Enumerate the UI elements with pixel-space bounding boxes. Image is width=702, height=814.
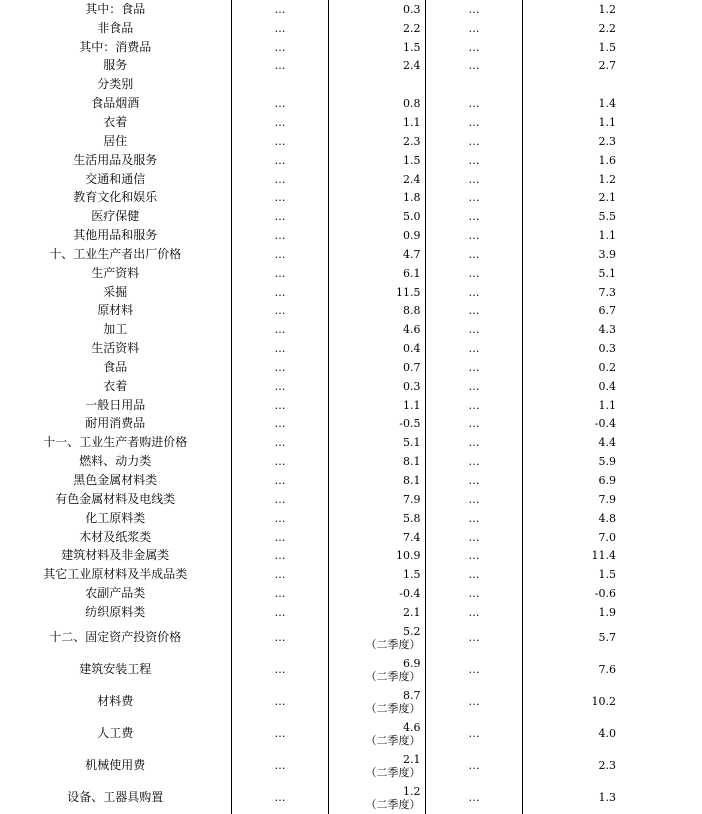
col-d-value: 7.0 [522,528,702,547]
col-b-number: 8.7 [403,688,421,702]
col-c-value: … [425,207,522,226]
row-label: 医疗保健 [91,209,140,224]
table-row [0,38,702,57]
col-b-value: 5.0 [328,207,425,226]
row-label: 农副产品类 [85,586,146,601]
col-a-value: … [231,19,328,38]
col-d-value: 7.3 [522,283,702,302]
col-a-value: … [231,264,328,283]
col-b-value: 1.1 [328,396,425,415]
col-b-value: 4.6 [328,320,425,339]
table-row [0,358,702,377]
col-b-value: 2.1 [328,603,425,622]
col-d-value: 1.4 [522,94,702,113]
table-row [0,57,702,76]
row-label: 生活资料 [91,341,140,356]
col-d-value: 2.2 [522,19,702,38]
col-d-value: 7.6 [522,654,702,686]
col-b-quarter-note: （二季度） [365,669,421,683]
table-row [0,226,702,245]
table-row [0,490,702,509]
col-b-value: 0.3 [328,377,425,396]
col-a-value: … [231,654,328,686]
row-label: 居住 [103,133,128,148]
col-d-value: 5.7 [522,622,702,654]
row-label: 非食品 [97,20,134,35]
col-c-value: … [425,603,522,622]
row-label: 纺织原料类 [85,604,146,619]
col-d-value: 4.8 [522,509,702,528]
col-b-quarter-note: （二季度） [365,733,421,747]
col-c-value: … [425,38,522,57]
col-c-value: … [425,339,522,358]
col-d-value: 2.7 [522,57,702,76]
col-a-value: … [231,546,328,565]
col-a-value: … [231,528,328,547]
col-c-value: … [425,245,522,264]
col-a-value: … [231,750,328,782]
table-row [0,452,702,471]
row-label: 交通和通信 [85,171,146,186]
table-row [0,170,702,189]
row-label: 十二、固定资产投资价格 [49,630,182,645]
table-row [0,339,702,358]
col-a-value [231,75,328,94]
col-d-value: 1.1 [522,113,702,132]
col-d-value: 1.3 [522,782,702,814]
col-d-value: 0.4 [522,377,702,396]
table-row [0,471,702,490]
col-a-value: … [231,686,328,718]
col-d-value: 1.5 [522,38,702,57]
col-c-value: … [425,170,522,189]
col-b-value: 2.2 [328,19,425,38]
col-a-value: … [231,57,328,76]
table-row [0,433,702,452]
col-b-number: 6.9 [403,656,421,670]
row-label: 材料费 [97,694,134,709]
col-c-value: … [425,132,522,151]
col-a-value: … [231,509,328,528]
table-row [0,377,702,396]
col-d-value: -0.6 [522,584,702,603]
col-b-value [328,718,425,750]
row-label: 衣着 [103,114,128,129]
col-c-value: … [425,57,522,76]
col-c-value: … [425,396,522,415]
col-b-value: 0.8 [328,94,425,113]
col-b-number: 4.6 [403,720,421,734]
row-label: 原材料 [97,303,134,318]
col-b-value: 0.9 [328,226,425,245]
col-c-value: … [425,718,522,750]
col-b-value: 7.9 [328,490,425,509]
col-a-value: … [231,782,328,814]
col-a-value: … [231,603,328,622]
col-c-value: … [425,471,522,490]
col-d-value: 1.6 [522,151,702,170]
table-row [0,546,702,565]
row-label: 其他用品和服务 [73,228,158,243]
col-b-value: 8.1 [328,452,425,471]
row-label: 采掘 [103,284,128,299]
col-c-value: … [425,0,522,19]
row-label: 衣着 [103,378,128,393]
col-c-value: … [425,686,522,718]
col-b-number: 2.1 [403,752,421,766]
col-b-value: 1.8 [328,188,425,207]
table-row [0,528,702,547]
col-b-quarter-note: （二季度） [365,701,421,715]
col-b-value: 5.8 [328,509,425,528]
col-b-number: 5.2 [403,624,421,638]
col-c-value: … [425,19,522,38]
col-b-value: 1.1 [328,113,425,132]
table-row [0,283,702,302]
table-row [0,245,702,264]
col-a-value: … [231,471,328,490]
col-c-value: … [425,302,522,321]
col-b-value: 7.4 [328,528,425,547]
table-row [0,396,702,415]
col-b-value: 1.5 [328,38,425,57]
col-c-value: … [425,188,522,207]
row-label: 建筑材料及非金属类 [61,548,170,563]
col-d-value: 5.9 [522,452,702,471]
table-row [0,264,702,283]
row-label: 耐用消费品 [85,416,146,431]
col-c-value: … [425,415,522,434]
row-label: 人工费 [97,726,134,741]
col-d-value: 10.2 [522,686,702,718]
col-a-value: … [231,226,328,245]
col-b-value: 11.5 [328,283,425,302]
table-row [0,686,702,718]
table-row [0,622,702,654]
col-c-value: … [425,320,522,339]
col-d-value: 11.4 [522,546,702,565]
row-label: 建筑安装工程 [79,662,152,677]
col-a-value: … [231,358,328,377]
col-b-value: 6.1 [328,264,425,283]
table-row [0,718,702,750]
row-label: 生产资料 [91,265,140,280]
table-row [0,132,702,151]
row-label: 燃料、动力类 [79,454,152,469]
col-a-value: … [231,38,328,57]
col-a-value: … [231,718,328,750]
row-label: 其中：食品 [85,1,146,16]
col-b-value [328,750,425,782]
row-label: 分类别 [97,77,134,92]
col-d-value: 0.3 [522,339,702,358]
table-row [0,94,702,113]
col-c-value [425,75,522,94]
col-c-value: … [425,283,522,302]
col-b-value: 0.7 [328,358,425,377]
col-c-value: … [425,565,522,584]
col-d-value: -0.4 [522,415,702,434]
col-b-value [328,782,425,814]
col-b-value: -0.4 [328,584,425,603]
col-a-value: … [231,207,328,226]
col-d-value: 1.1 [522,396,702,415]
row-label: 食品烟酒 [91,96,140,111]
row-label: 化工原料类 [85,510,146,525]
col-d-value: 1.1 [522,226,702,245]
row-label: 机械使用费 [85,758,146,773]
col-b-value: 8.8 [328,302,425,321]
col-b-value: 1.5 [328,565,425,584]
table-row [0,302,702,321]
col-b-value: 4.7 [328,245,425,264]
col-b-number: 1.2 [403,784,421,798]
col-a-value: … [231,622,328,654]
col-b-value [328,75,425,94]
col-a-value: … [231,490,328,509]
row-label: 食品 [103,359,128,374]
col-b-value: 8.1 [328,471,425,490]
col-d-value: 5.1 [522,264,702,283]
row-label: 十、工业生产者出厂价格 [49,246,182,261]
row-label: 木材及纸浆类 [79,529,152,544]
col-d-value: 6.7 [522,302,702,321]
col-d-value: 4.3 [522,320,702,339]
col-c-value: … [425,151,522,170]
col-b-quarter-note: （二季度） [365,797,421,811]
col-d-value: 2.3 [522,132,702,151]
col-c-value: … [425,377,522,396]
col-a-value: … [231,151,328,170]
row-label: 设备、工器具购置 [67,790,164,805]
col-c-value: … [425,358,522,377]
col-c-value: … [425,654,522,686]
col-b-value [328,686,425,718]
col-a-value: … [231,132,328,151]
col-d-value: 1.2 [522,0,702,19]
table-row [0,207,702,226]
table-row [0,113,702,132]
col-a-value: … [231,94,328,113]
col-a-value: … [231,339,328,358]
col-d-value: 1.9 [522,603,702,622]
col-c-value: … [425,452,522,471]
col-d-value: 1.2 [522,170,702,189]
col-c-value: … [425,584,522,603]
col-c-value: … [425,490,522,509]
col-d-value: 0.2 [522,358,702,377]
col-c-value: … [425,113,522,132]
col-b-value: 2.4 [328,57,425,76]
col-c-value: … [425,264,522,283]
table-row [0,151,702,170]
col-b-value: 0.4 [328,339,425,358]
col-a-value: … [231,302,328,321]
row-label: 加工 [103,322,128,337]
col-d-value: 2.3 [522,750,702,782]
col-d-value: 4.0 [522,718,702,750]
col-c-value: … [425,509,522,528]
table-row [0,565,702,584]
table-row [0,584,702,603]
table-row [0,19,702,38]
col-d-value: 6.9 [522,471,702,490]
table-row [0,75,702,94]
row-label: 生活用品及服务 [73,152,158,167]
col-d-value: 1.5 [522,565,702,584]
row-label: 十一、工业生产者购进价格 [43,435,188,450]
col-a-value: … [231,245,328,264]
col-a-value: … [231,377,328,396]
col-c-value: … [425,528,522,547]
col-d-value: 7.9 [522,490,702,509]
col-d-value: 2.1 [522,188,702,207]
row-label: 教育文化和娱乐 [73,190,158,205]
col-d-value: 3.9 [522,245,702,264]
col-b-quarter-note: （二季度） [365,765,421,779]
col-a-value: … [231,283,328,302]
col-b-value [328,622,425,654]
col-b-quarter-note: （二季度） [365,637,421,651]
table-row [0,750,702,782]
col-b-value: 10.9 [328,546,425,565]
col-b-value: 2.4 [328,170,425,189]
row-label: 一般日用品 [85,397,146,412]
col-c-value: … [425,622,522,654]
table-row [0,782,702,814]
col-a-value: … [231,565,328,584]
col-a-value: … [231,170,328,189]
col-a-value: … [231,320,328,339]
col-a-value: … [231,113,328,132]
col-a-value: … [231,396,328,415]
col-a-value: … [231,415,328,434]
col-b-value [328,654,425,686]
col-c-value: … [425,750,522,782]
row-label: 服务 [103,58,128,73]
table-row [0,415,702,434]
col-c-value: … [425,226,522,245]
row-label: 黑色金属材料类 [73,473,158,488]
row-label: 其中：消费品 [79,39,152,54]
col-a-value: … [231,452,328,471]
col-a-value: … [231,0,328,19]
col-a-value: … [231,433,328,452]
row-label: 其它工业原材料及半成品类 [43,567,188,582]
col-c-value: … [425,782,522,814]
col-b-value: 0.3 [328,0,425,19]
col-c-value: … [425,433,522,452]
col-a-value: … [231,188,328,207]
col-b-value: 1.5 [328,151,425,170]
row-label: 有色金属材料及电线类 [55,491,176,506]
table-row [0,188,702,207]
col-b-value: -0.5 [328,415,425,434]
table-row [0,603,702,622]
col-c-value: … [425,94,522,113]
table-row [0,0,702,19]
col-b-value: 2.3 [328,132,425,151]
col-a-value: … [231,584,328,603]
col-c-value: … [425,546,522,565]
col-d-value: 5.5 [522,207,702,226]
table-row [0,320,702,339]
table-row [0,654,702,686]
col-b-value: 5.1 [328,433,425,452]
col-d-value: 4.4 [522,433,702,452]
table-row [0,509,702,528]
col-d-value [522,75,702,94]
